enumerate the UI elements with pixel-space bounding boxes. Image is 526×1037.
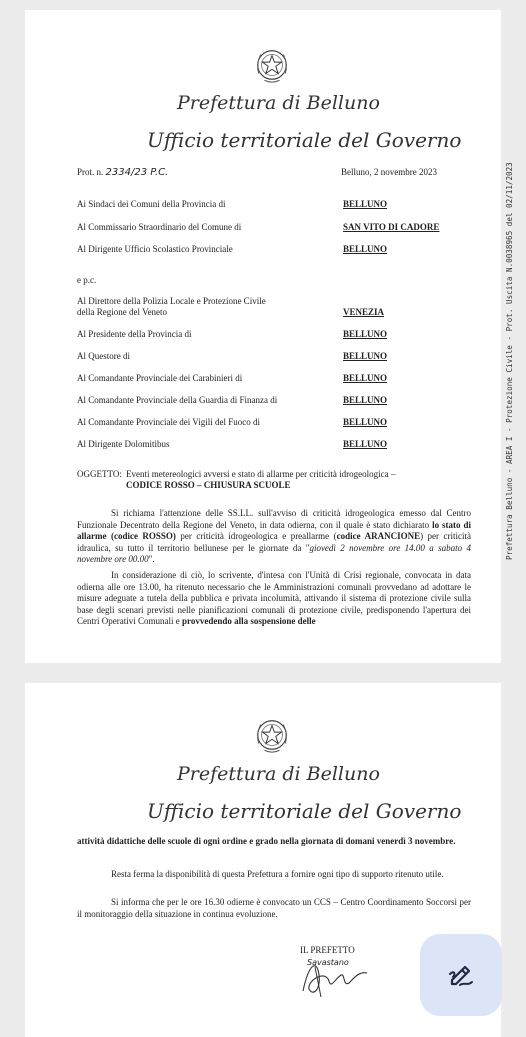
signature-title: IL PREFETTO xyxy=(300,945,355,955)
paragraph-2: In considerazione di ciò, lo scrivente, d'intesa con l'Unità di Crisi regionale, convocata in data odierna alle ore 13.00, ha ritenuto necessario che le Amministrazioni comunali provvedano ad adottare le misure adeguate a tutela della pubblica e privata incolumità, attivando il sistema di protezione civile sulla base degli scenari previsti nelle pianificazioni comunali di protezione civile, predisponendo l'apertura dei Centri Operativi Comunali e provvedendo alla sospensione delle xyxy=(77,570,471,626)
cc-recipient-label: Al Comandante Provinciale dei Vigili del Fuoco di xyxy=(77,417,261,427)
edit-pen-icon xyxy=(446,960,476,990)
italian-republic-emblem-icon xyxy=(253,45,291,85)
cc-recipient-label: della Regione del Veneto xyxy=(77,307,168,317)
cc-recipient-value: BELLUNO xyxy=(343,439,388,449)
protocol-stamp-vertical: Prefettura Belluno - AREA I - Protezione Civile - Prot. Uscita N.0038965 del 02/11/2023 xyxy=(505,162,514,560)
paragraph-1: Si richiama l'attenzione delle SS.LL. sull'avviso di criticità idrogeologica emesso dal Centro Funzionale Decentrato della Regione del Veneto, in data odierna, con il quale è stato dichiarato lo stato di allarme (codice ROSSO) per criticità idrogeologica e preallarme (codice ARANCIONE) per criticità idraulica, su tutto il territorio bellunese per le giornate da "giovedì 2 novembre ore 14.00 a sabato 4 novembre ore 00.00". xyxy=(77,508,471,564)
cc-recipient-value: BELLUNO xyxy=(343,395,388,405)
recipient-value: SAN VITO DI CADORE xyxy=(343,222,440,232)
paragraph-4: Resta ferma la disponibilità di questa Prefettura a fornire ogni tipo di supporto ritenuto utile. xyxy=(111,869,444,879)
ufficio-heading: Ufficio territoriale del Governo xyxy=(147,799,462,823)
cc-recipient-label: Al Presidente della Provincia di xyxy=(77,329,192,339)
recipient-label: Ai Sindaci dei Comuni della Provincia di xyxy=(77,199,226,209)
oggetto-line2: CODICE ROSSO – CHIUSURA SCUOLE xyxy=(126,480,291,490)
place-date: Belluno, 2 novembre 2023 xyxy=(341,167,437,177)
recipient-label: Al Commissario Straordinario del Comune di xyxy=(77,222,242,232)
oggetto-label: OGGETTO: xyxy=(77,469,122,479)
cc-recipient-label: Al Comandante Provinciale della Guardia di Finanza di xyxy=(77,395,278,405)
prefettura-heading: Prefettura di Belluno xyxy=(177,92,380,114)
paragraph-5: Si informa che per le ore 16.30 odierne è convocato un CCS – Centro Coordinamento Soccorsi per il monitoraggio della situazione in continua evoluzione. xyxy=(77,897,471,919)
cc-recipient-label: Al Direttore della Polizia Locale e Protezione Civile xyxy=(77,296,266,306)
italian-republic-emblem-icon xyxy=(253,715,291,755)
cc-label: e p.c. xyxy=(77,275,97,285)
recipient-value: BELLUNO xyxy=(343,244,388,254)
recipient-value: BELLUNO xyxy=(343,199,388,209)
cc-recipient-value: BELLUNO xyxy=(343,417,388,427)
cc-recipient-value: VENEZIA xyxy=(343,307,385,317)
paragraph-3: attività didattiche delle scuole di ogni ordine e grado nella giornata di domani venerdì 3 novembre. xyxy=(77,836,456,846)
handwritten-signature xyxy=(295,953,375,999)
cc-recipient-label: Al Dirigente Dolomitibus xyxy=(77,439,170,449)
recipient-label: Al Dirigente Ufficio Scolastico Provinciale xyxy=(77,244,233,254)
prefettura-heading: Prefettura di Belluno xyxy=(177,763,380,785)
cc-recipient-value: BELLUNO xyxy=(343,373,388,383)
prot-label: Prot. n. 2334/23 P.C. xyxy=(77,167,169,178)
prot-number: 2334/23 P.C. xyxy=(105,167,169,178)
document-page-1 xyxy=(25,10,514,663)
cc-recipient-label: Al Comandante Provinciale dei Carabinieri di xyxy=(77,373,243,383)
ufficio-heading: Ufficio territoriale del Governo xyxy=(147,128,462,152)
oggetto-line1: Eventi metereologici avversi e stato di allarme per criticità idrogeologica – xyxy=(126,469,396,479)
signature-name: Savastano xyxy=(307,958,349,967)
cc-recipient-value: BELLUNO xyxy=(343,351,388,361)
cc-recipient-label: Al Questore di xyxy=(77,351,130,361)
cc-recipient-value: BELLUNO xyxy=(343,329,388,339)
edit-fab-button[interactable] xyxy=(420,934,502,1016)
